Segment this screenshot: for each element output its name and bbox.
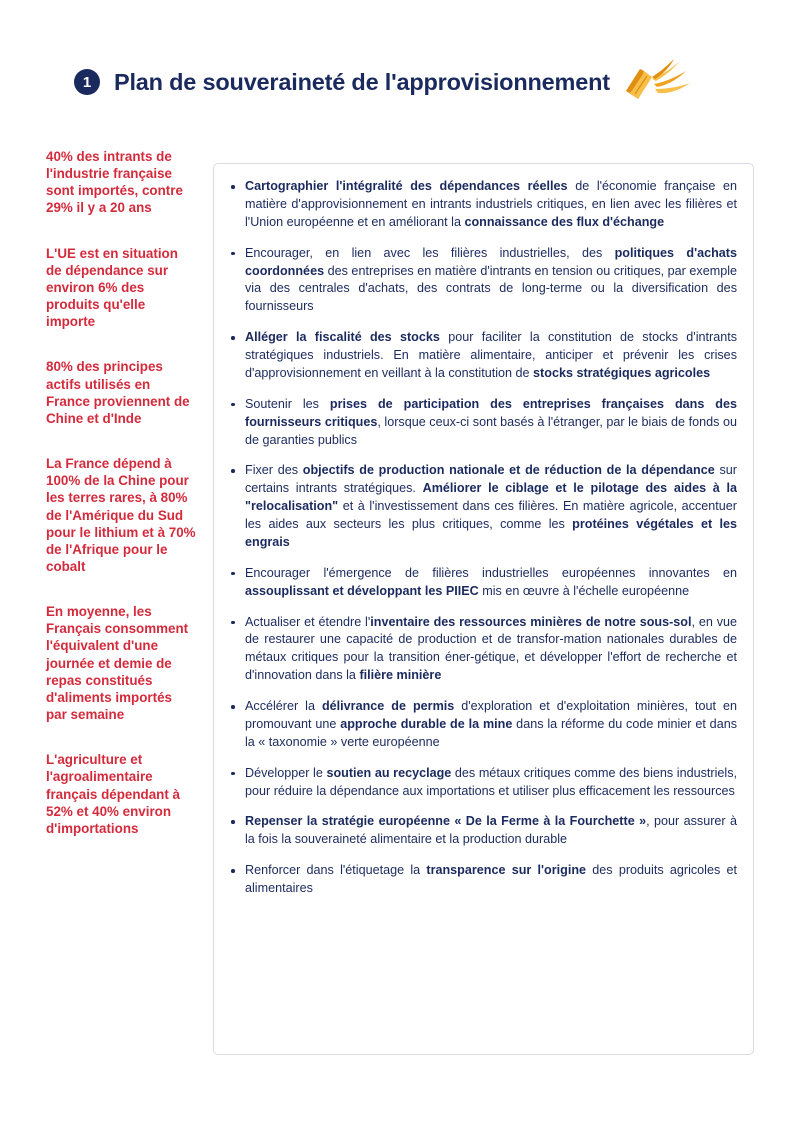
- list-item: Fixer des objectifs de production nationale et de réduction de la dépendance sur certains intrants stratégiques. Améliorer le ciblage et le pilotage des aides à la "relocalisation" et à l'investissement dans ces filières. En matière agricole, accentuer les aides aux secteurs les plus critiques, comme les protéines végétales et les engrais: [228, 462, 737, 551]
- list-item: Renforcer dans l'étiquetage la transparence sur l'origine des produits agricoles et alimentaires: [228, 862, 737, 898]
- list-item: Cartographier l'intégralité des dépendances réelles de l'économie française en matière d'approvisionnement en intrants industriels critiques, en lien avec les filières et l'Union européenne et en améliorant la connaissance des flux d'échange: [228, 178, 737, 232]
- list-item: Développer le soutien au recyclage des métaux critiques comme des biens industriels, pour réduire la dépendance aux importations et utiliser plus efficacement les ressources: [228, 765, 737, 801]
- stat-item: 80% des principes actifs utilisés en France proviennent de Chine et d'Inde: [46, 359, 190, 426]
- page-title: Plan de souveraineté de l'approvisionnement: [114, 68, 610, 95]
- list-item: Encourager, en lien avec les filières industrielles, des politiques d'achats coordonnées des entreprises en matière d'intrants en tension ou critiques, par exemple via des centrales d'achats, des contrats de long-terme ou la diversification des fournisseurs: [228, 245, 737, 317]
- list-item: Alléger la fiscalité des stocks pour faciliter la constitution de stocks d'intrants stratégiques industriels. En matière alimentaire, anticiper et prévenir les crises d'approvisionnement en veillant à la constitution de stocks stratégiques agricoles: [228, 329, 737, 383]
- stat-item: 40% des intrants de l'industrie française sont importés, contre 29% il y a 20 ans: [46, 149, 183, 216]
- list-item: Repenser la stratégie européenne « De la Ferme à la Fourchette », pour assurer à la fois la souveraineté alimentaire et la production durable: [228, 813, 737, 849]
- wheat-icon: [620, 57, 692, 108]
- page-header: [74, 52, 734, 112]
- section-number-badge: 1: [74, 69, 100, 95]
- list-item: Actualiser et étendre l'inventaire des ressources minières de notre sous-sol, en vue de restaurer une capacité de production et de transfor-mation nationales durables de métaux critiques pour la transition éner-gétique, et développer l'effort de recherche et d'innovation dans la filière minière: [228, 614, 737, 686]
- list-item: Accélérer la délivrance de permis d'exploration et d'exploitation minières, tout en promouvant une approche durable de la mine dans la réforme du code minier et dans la « taxonomie » verte européenne: [228, 698, 737, 752]
- statistics-column: [46, 148, 196, 865]
- stat-item: L'agriculture et l'agroalimentaire français dépendant à 52% et 40% environ d'importations: [46, 752, 180, 836]
- list-item: Encourager l'émergence de filières industrielles européennes innovantes en assouplissant et développant les PIIEC mis en œuvre à l'échelle européenne: [228, 565, 737, 601]
- stat-item: En moyenne, les Français consomment l'équivalent d'une journée et demie de repas constitués d'aliments importés par semaine: [46, 604, 189, 723]
- list-item: Soutenir les prises de participation des entreprises françaises dans des fournisseurs critiques, lorsque ceux-ci sont basés à l'étranger, par le biais de fonds ou de garanties publics: [228, 396, 737, 450]
- stat-item: La France dépend à 100% de la Chine pour les terres rares, à 80% de l'Amérique du Sud pour le lithium et à 70% de l'Afrique pour le cobalt: [46, 456, 196, 574]
- measures-panel: [213, 163, 754, 1055]
- measures-list: [228, 178, 737, 898]
- stat-item: L'UE est en situation de dépendance sur environ 6% des produits qu'elle importe: [46, 245, 178, 330]
